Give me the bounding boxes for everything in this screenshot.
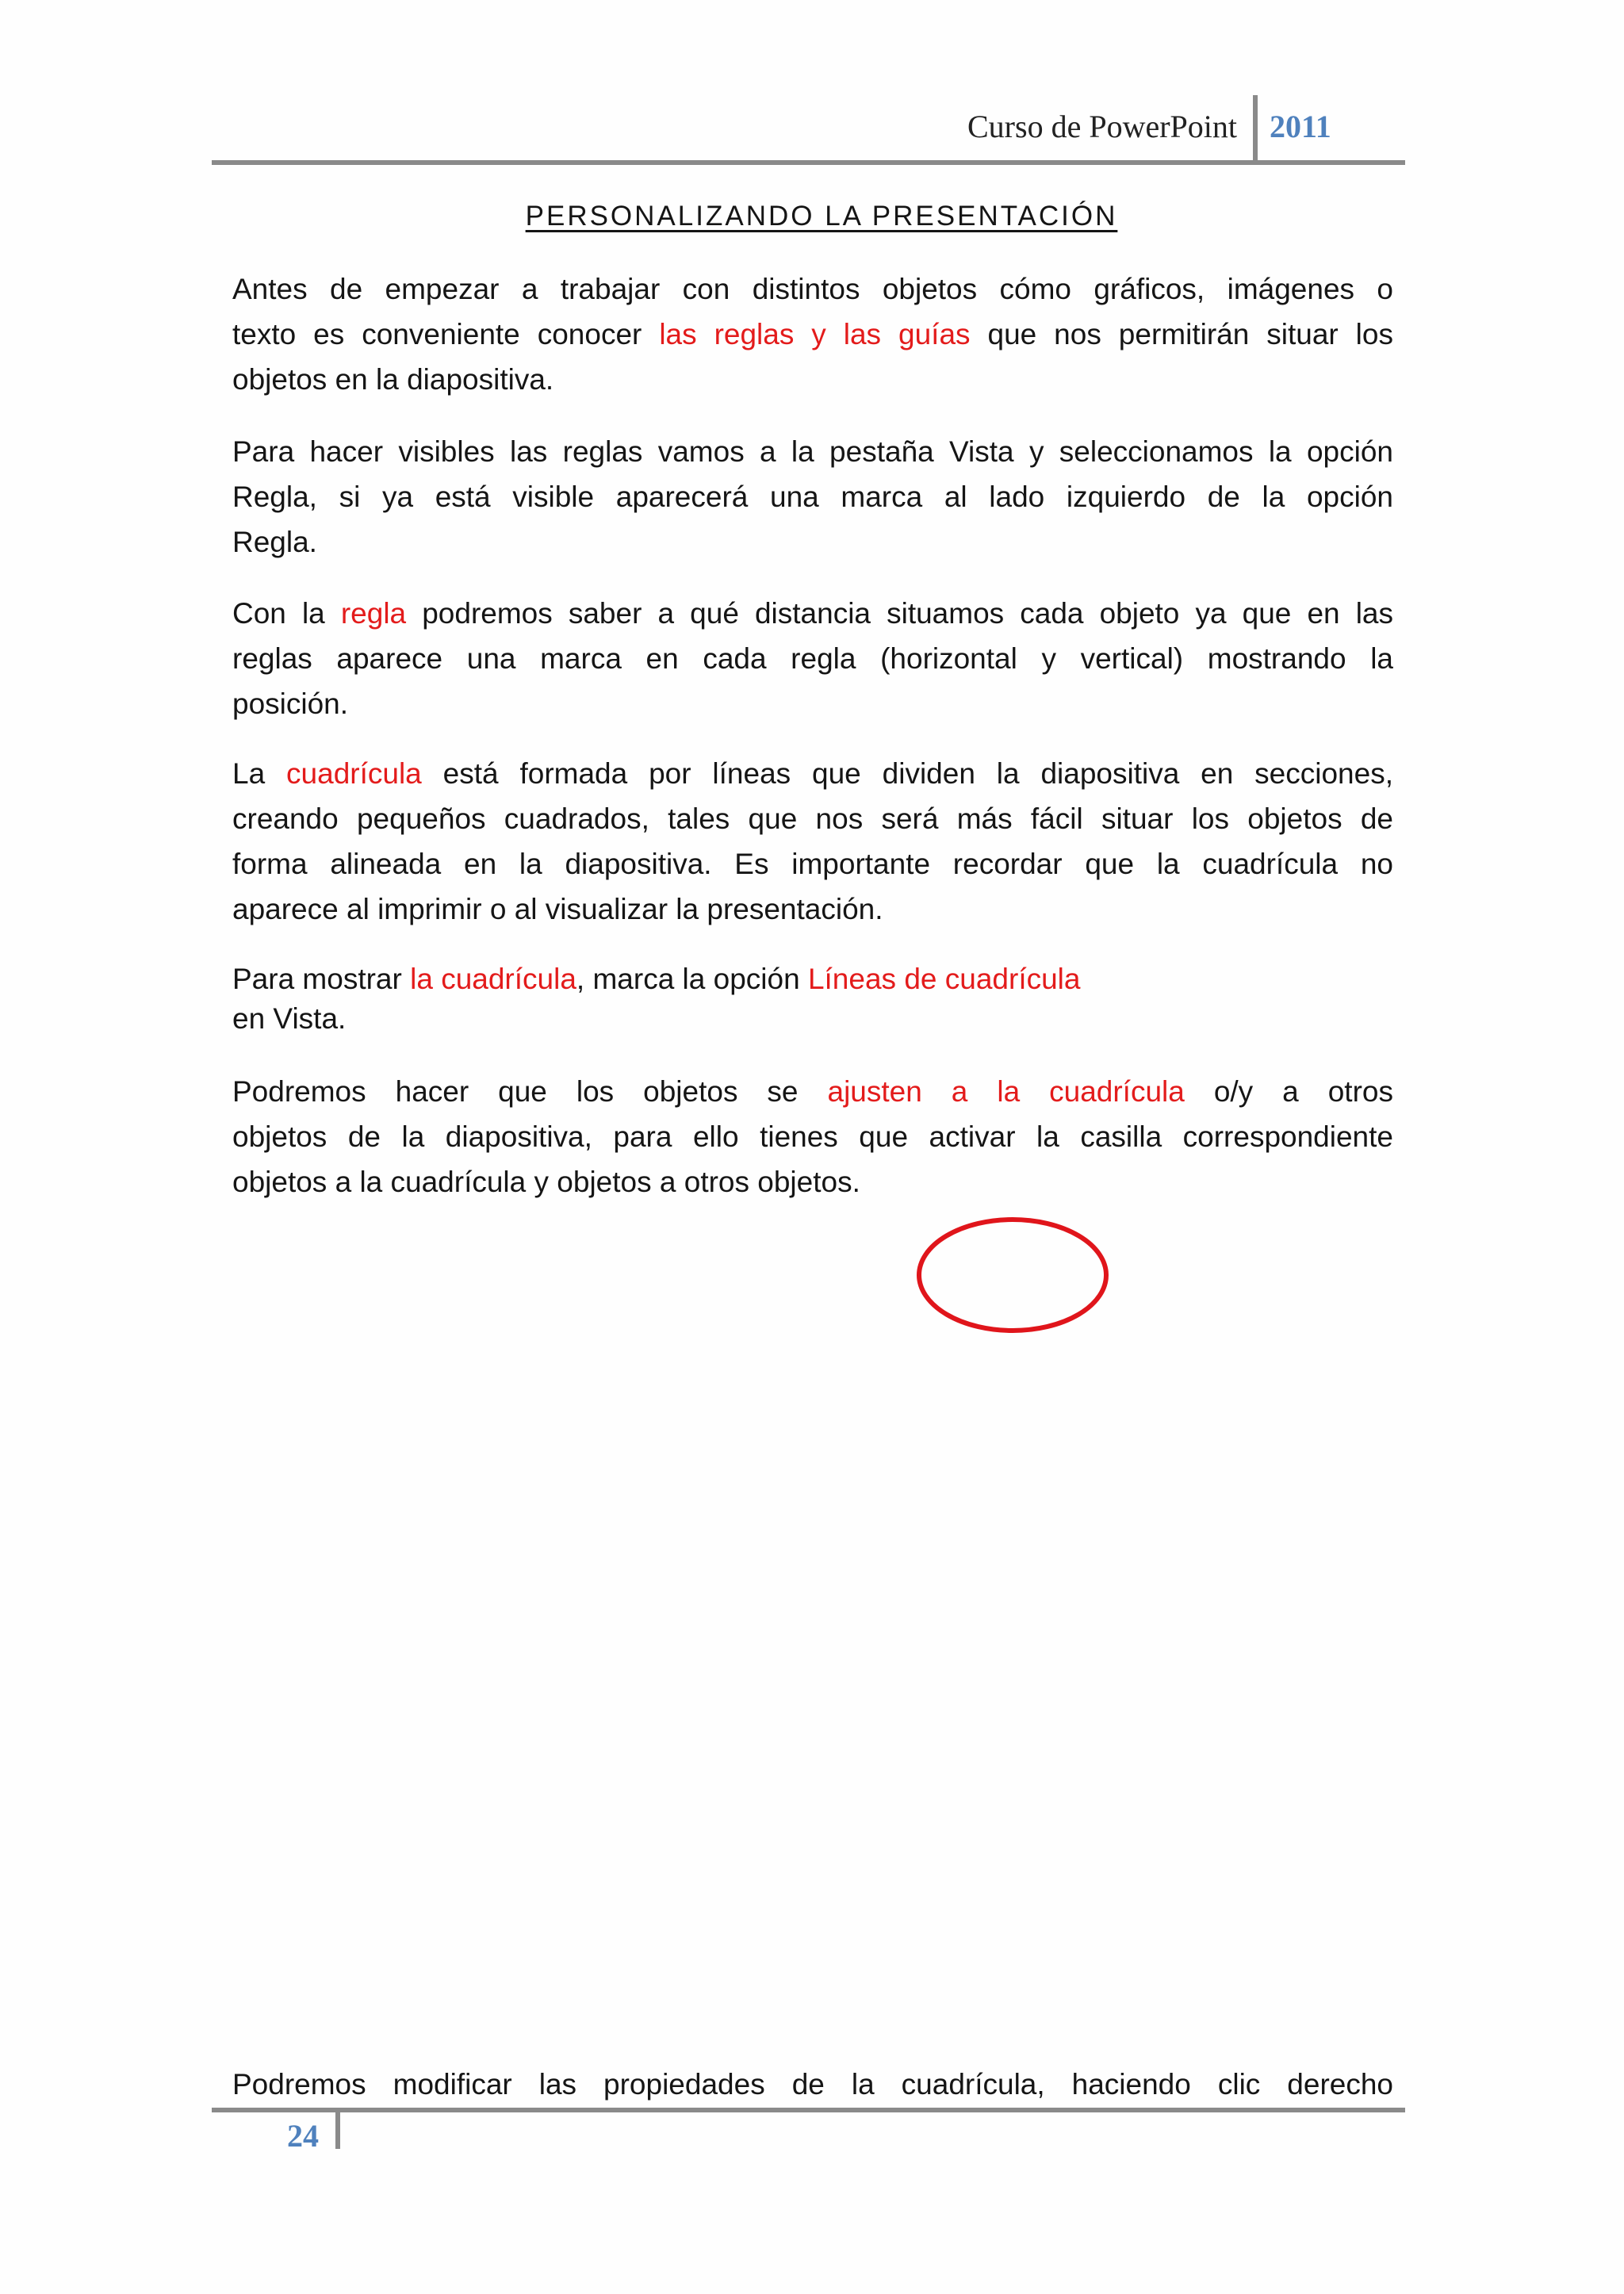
body-text: está formada por líneas que dividen la diapositiva en secciones, <box>421 757 1393 790</box>
body-text: Antes de empezar a trabajar con distintos objetos cómo gráficos, imágenes o <box>232 273 1393 305</box>
paragraph-line <box>232 887 1393 932</box>
paragraph-line <box>232 519 1393 565</box>
highlighted-text: las reglas y las guías <box>659 318 971 350</box>
body-text: Regla. <box>232 526 317 558</box>
paragraph-line <box>232 796 1393 841</box>
paragraph-cuadricula <box>232 751 1393 932</box>
body-text: objetos a la cuadrícula y objetos a otros objetos. <box>232 1166 860 1198</box>
paragraph-propiedades-cuadricula <box>232 2062 1393 2107</box>
red-ellipse-annotation <box>914 1215 1111 1335</box>
footer-divider <box>335 2108 340 2149</box>
paragraph-mostrar-cuadricula <box>232 959 1393 1039</box>
body-text: aparece al imprimir o al visualizar la presentación. <box>232 893 883 925</box>
paragraph-line <box>232 841 1393 887</box>
body-text: texto es conveniente conocer <box>232 318 660 350</box>
header-year: 2011 <box>1270 109 1331 144</box>
body-text: creando pequeños cuadrados, tales que nos será más fácil situar los objetos de <box>232 802 1393 835</box>
paragraph-regla <box>232 591 1393 726</box>
body-text: Podremos hacer que los objetos se <box>232 1075 828 1108</box>
body-text: en Vista. <box>232 1002 347 1035</box>
paragraph-line <box>232 1114 1393 1159</box>
paragraph-line <box>232 474 1393 519</box>
body-text: Con la <box>232 597 341 630</box>
paragraph-line <box>232 591 1393 636</box>
body-text: reglas aparece una marca en cada regla (horizontal y vertical) mostrando la <box>232 642 1393 675</box>
paragraph-reglas-guias <box>232 266 1393 402</box>
body-text: La <box>232 757 287 790</box>
body-text: o/y a otros <box>1184 1075 1393 1108</box>
paragraph-line <box>232 959 1393 999</box>
paragraph-mostrar-reglas <box>232 429 1393 565</box>
body-text: objetos en la diapositiva. <box>232 363 554 396</box>
header-divider <box>1253 95 1258 163</box>
highlighted-text: cuadrícula <box>286 757 422 790</box>
body-text: posición. <box>232 687 349 720</box>
body-text: podremos saber a qué distancia situamos cada objeto ya que en las <box>406 597 1393 630</box>
page-title: PERSONALIZANDO LA PRESENTACIÓN <box>525 201 1118 232</box>
body-text: que nos permitirán situar los <box>970 318 1393 350</box>
highlighted-text: Líneas de cuadrícula <box>807 963 1081 995</box>
body-text: , marca la opción <box>576 963 808 995</box>
paragraph-line <box>232 1069 1393 1114</box>
header-rule <box>212 160 1405 165</box>
page-number: 24 <box>287 2118 319 2154</box>
body-text: Regla, si ya está visible aparecerá una marca al lado izquierdo de la opción <box>232 481 1393 513</box>
highlighted-text: la cuadrícula <box>410 963 576 995</box>
footer-rule <box>212 2108 1405 2112</box>
paragraph-line <box>232 429 1393 474</box>
highlighted-text: regla <box>340 597 407 630</box>
paragraph-line <box>232 751 1393 796</box>
body-text: Para mostrar <box>232 963 411 995</box>
body-text: Podremos modificar las propiedades de la cuadrícula, haciendo clic derecho <box>232 2068 1393 2101</box>
paragraph-line <box>232 999 1393 1039</box>
paragraph-line <box>232 266 1393 312</box>
paragraph-line <box>232 681 1393 726</box>
paragraph-line <box>232 2062 1393 2107</box>
header-course-title: Curso de PowerPoint <box>967 109 1237 144</box>
paragraph-line <box>232 636 1393 681</box>
body-text: Para hacer visibles las reglas vamos a la pestaña Vista y seleccionamos la opción <box>232 435 1393 468</box>
paragraph-ajustar-cuadricula <box>232 1069 1393 1204</box>
paragraph-line <box>232 1159 1393 1204</box>
paragraph-line <box>232 357 1393 402</box>
body-text: forma alineada en la diapositiva. Es importante recordar que la cuadrícula no <box>232 848 1393 880</box>
highlighted-text: ajusten a la cuadrícula <box>827 1075 1185 1108</box>
body-text: objetos de la diapositiva, para ello tienes que activar la casilla correspondiente <box>232 1120 1393 1153</box>
paragraph-line <box>232 312 1393 357</box>
